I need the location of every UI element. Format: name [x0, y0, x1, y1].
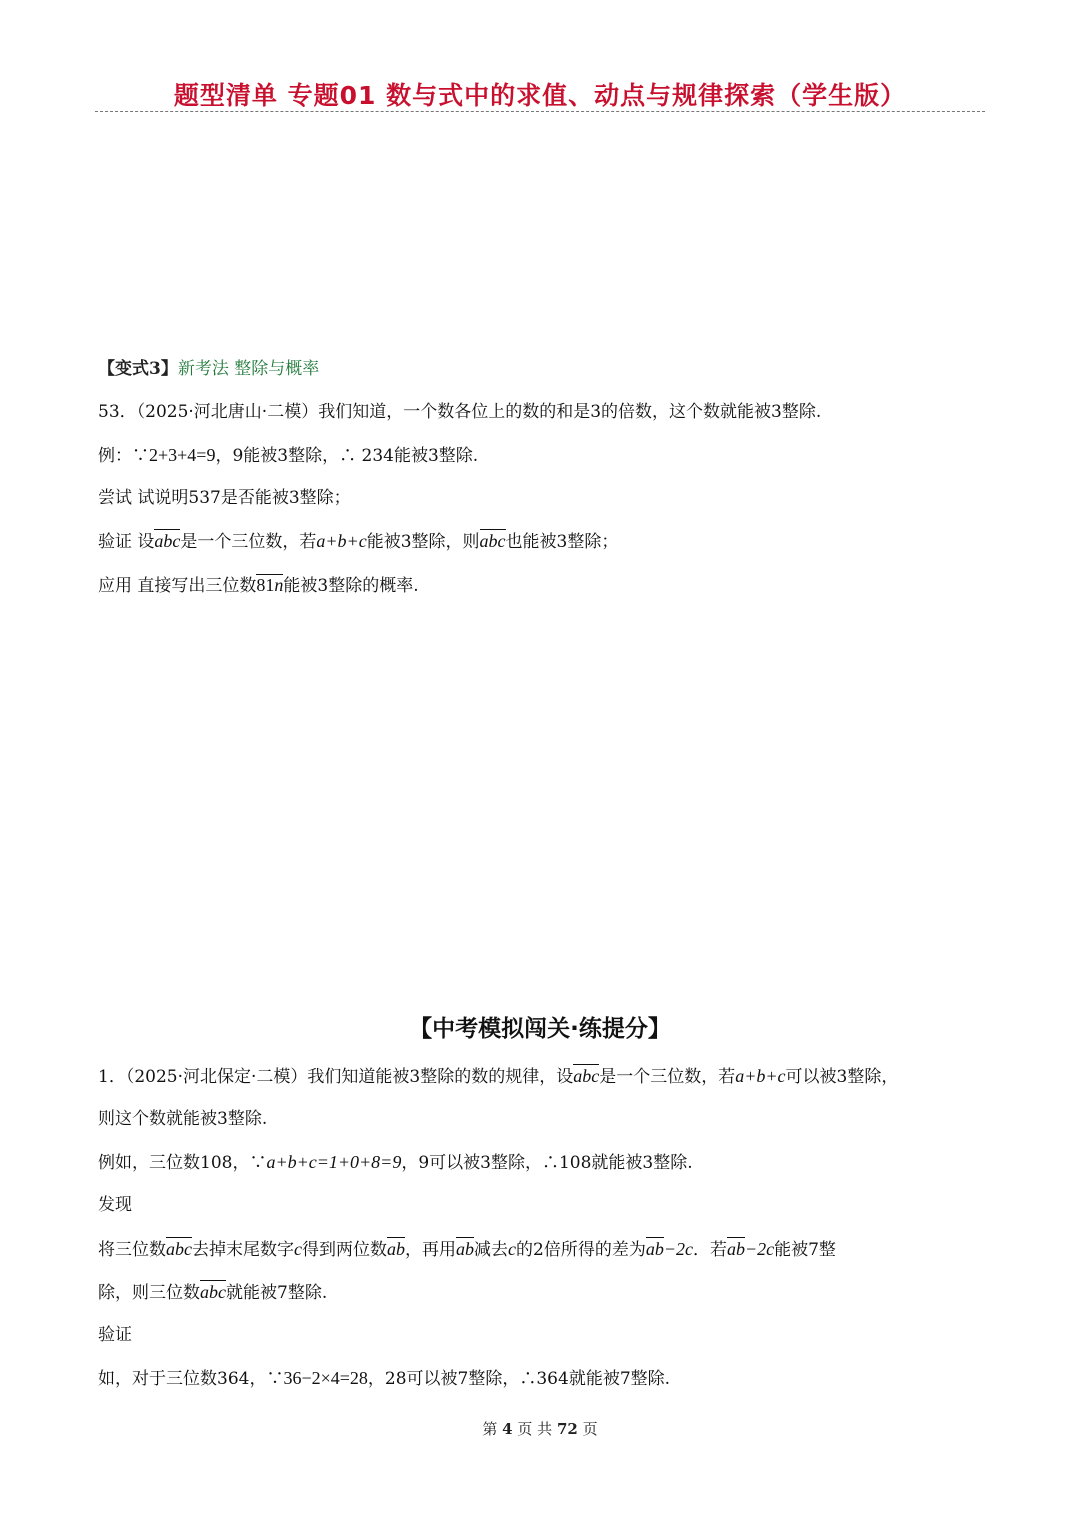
verify-equation: 36−2×4=28 [283, 1368, 368, 1388]
sum-expression: a+b+c [316, 531, 367, 551]
page-number: 4 [502, 1420, 513, 1438]
p1-example-1: 例如，三位数108，∵ [98, 1153, 267, 1173]
apply-text-1: 直接写出三位数 [137, 576, 257, 596]
var-c: c [294, 1239, 302, 1259]
l5-text-6: 的2倍所得的差为 [516, 1240, 646, 1260]
minus-2c: −2c [663, 1239, 693, 1259]
l5-text-4: ，再用 [405, 1240, 456, 1260]
problem-53-apply [98, 573, 419, 598]
header-divider [95, 111, 985, 112]
l6-text-1: 除，则三位数 [98, 1283, 200, 1303]
digits-81: 81 [256, 575, 275, 595]
overline-81n [256, 574, 283, 596]
overline-ab: ab [387, 1239, 405, 1259]
problem-1-line-8 [98, 1366, 670, 1391]
variant-heading [98, 357, 319, 381]
overline-abc: abc [166, 1239, 192, 1259]
digit-n: n [274, 575, 284, 595]
footer-text-2: 页 共 [517, 1420, 553, 1438]
l5-text-8: 能被7整 [774, 1240, 836, 1260]
p1-text-3: 可以被3整除， [785, 1067, 899, 1087]
problem-1-line-1 [98, 1064, 898, 1089]
l8-text-2: ，28可以被7整除，∴364就能被7整除. [367, 1369, 671, 1389]
overline-abc: abc [479, 531, 506, 551]
sum-expression: a+b+c [735, 1066, 786, 1086]
p1-text-1: 1．（2025·河北保定·二模）我们知道能被3整除的数的规律，设 [98, 1067, 574, 1087]
page-footer [0, 1418, 1080, 1439]
l5-text-7: ．若 [692, 1240, 727, 1260]
overline-ab: ab [456, 1239, 474, 1259]
l6-text-2: 就能被7整除. [226, 1283, 328, 1303]
p1-text-2: 是一个三位数，若 [599, 1067, 736, 1087]
discover-label: 发现 [98, 1195, 132, 1215]
problem-1-line-5 [98, 1237, 836, 1262]
problem-1-line-6 [98, 1280, 327, 1305]
problem-53-intro: 53．（2025·河北唐山·二模）我们知道，一个数各位上的数的和是3的倍数，这个数就能被3整除. [98, 402, 822, 422]
example-prefix: 例： [98, 446, 132, 466]
problem-1-line-3 [98, 1150, 693, 1175]
verify-label: 验证 [98, 532, 132, 552]
p1-example-2: ，9可以被3整除，∴108就能被3整除. [401, 1153, 693, 1173]
overline-abc: abc [573, 1066, 600, 1086]
overline-ab: ab [726, 1239, 745, 1259]
page-header-title: 题型清单 专题01 数与式中的求值、动点与规律探索（学生版） [173, 81, 907, 110]
problem-1-line-2: 则这个数就能被3整除. [98, 1109, 268, 1129]
verify-text-1: 设 [137, 532, 155, 552]
problem-53-try [98, 486, 351, 510]
footer-text-3: 页 [582, 1420, 598, 1438]
overline-abc: abc [154, 531, 181, 551]
overline-ab: ab [645, 1239, 664, 1259]
l8-text-1: 如，对于三位数364，∵ [98, 1369, 284, 1389]
total-pages: 72 [556, 1420, 578, 1438]
problem-53-verify [98, 529, 618, 554]
verify-text-3: 能被3整除，则 [366, 532, 480, 552]
l5-text-2: 去掉末尾数字 [192, 1240, 294, 1260]
var-c: c [508, 1239, 516, 1259]
example-conclusion: ，9能被3整除，∴ 234能被3整除. [215, 446, 479, 466]
footer-text-1: 第 [482, 1420, 498, 1438]
variant-label: 【变式3】 [98, 359, 178, 379]
minus-2c: −2c [744, 1239, 775, 1259]
problem-53-example [98, 443, 478, 468]
verify-text-4: 也能被3整除； [505, 532, 619, 552]
l5-text-5: 减去 [474, 1240, 508, 1260]
apply-label: 应用 [98, 576, 132, 596]
variant-tag: 新考法 整除与概率 [177, 359, 320, 379]
l5-text-3: 得到两位数 [302, 1240, 387, 1260]
because-symbol: ∵ [132, 446, 149, 466]
verify-label: 验证 [98, 1325, 132, 1345]
section-heading: 【中考模拟闯关·练提分】 [409, 1016, 671, 1042]
try-text: 试说明537是否能被3整除； [137, 488, 351, 508]
apply-text-2: 能被3整除的概率. [283, 576, 419, 596]
verify-text-2: 是一个三位数，若 [180, 532, 317, 552]
overline-abc: abc [200, 1282, 226, 1302]
example-equation: a+b+c=1+0+8=9 [266, 1152, 402, 1172]
l5-text-1: 将三位数 [98, 1240, 166, 1260]
try-label: 尝试 [98, 488, 132, 508]
example-equation: 2+3+4=9 [149, 445, 216, 465]
